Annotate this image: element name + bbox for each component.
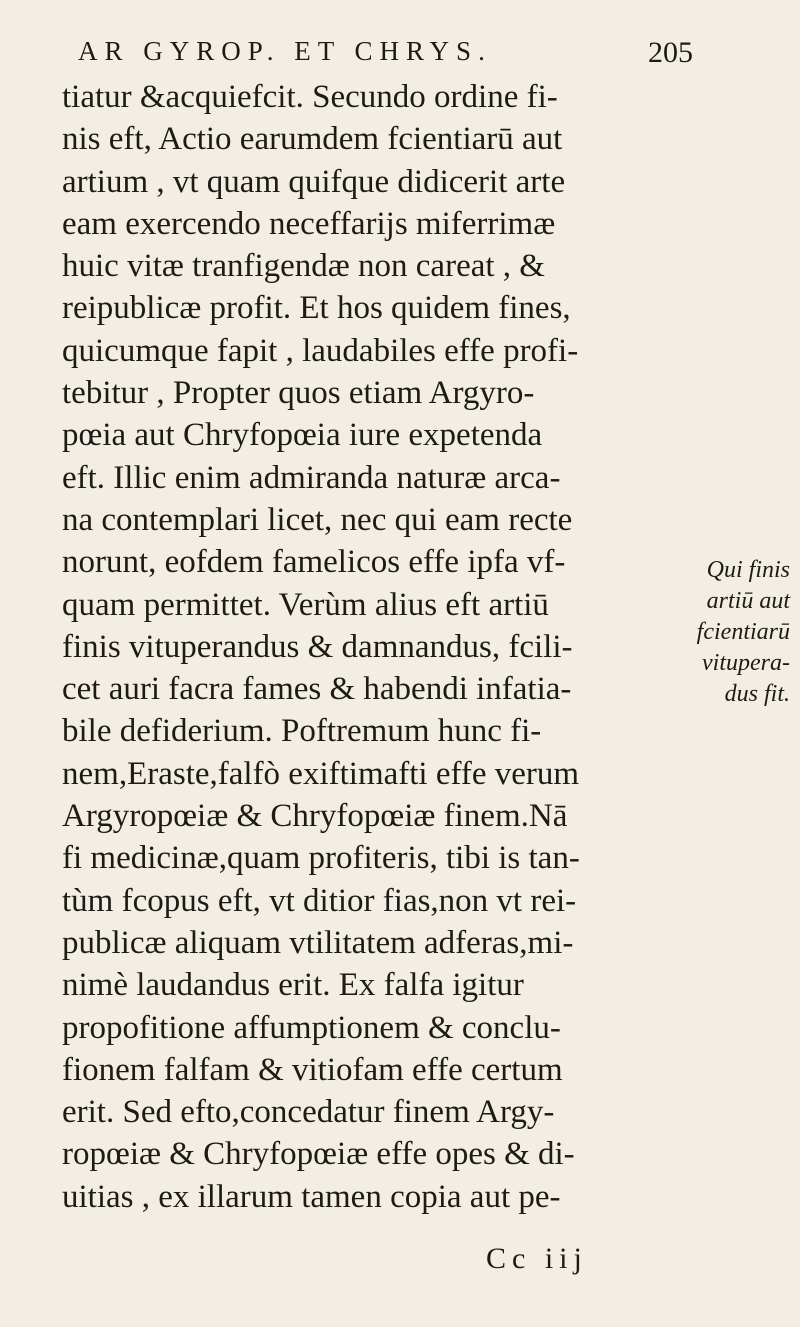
marginal-note-line: artiū aut <box>706 588 790 614</box>
page-number: 205 <box>648 36 693 69</box>
text-line: fi medicinæ,quam profiteris, tibi is tan- <box>62 840 580 877</box>
text-line: quicumque fapit , laudabiles effe profi- <box>62 332 579 369</box>
text-line: eam exercendo neceffarijs miferrimæ <box>62 205 556 242</box>
text-line: norunt, eofdem famelicos effe ipfa vf- <box>62 544 566 581</box>
text-line: tiatur &acquiefcit. Secundo ordine fi- <box>62 79 558 115</box>
running-header: AR GYROP. ET CHRYS. <box>78 36 492 66</box>
text-line: huic vitæ tranfigendæ non careat , & <box>62 248 545 285</box>
marginal-note-line: Qui finis <box>706 557 790 583</box>
text-line: tebitur , Propter quos etiam Argyro- <box>62 375 535 412</box>
text-line: na contemplari licet, nec qui eam recte <box>62 501 573 538</box>
marginal-note-line: dus fit. <box>724 681 790 707</box>
text-line: fionem falfam & vitiofam effe certum <box>62 1051 563 1088</box>
text-line: erit. Sed efto,concedatur finem Argy- <box>62 1094 555 1131</box>
text-line: quam permittet. Verùm alius eft artiū <box>62 586 549 623</box>
text-line: propofitione affumptionem & conclu- <box>62 1009 561 1046</box>
text-line: tùm fcopus eft, vt ditior fias,non vt rei- <box>62 882 577 919</box>
marginal-note-line: vitupera- <box>702 650 790 676</box>
text-line: artium , vt quam quifque didicerit arte <box>62 163 566 200</box>
text-line: uitias , ex illarum tamen copia aut pe- <box>62 1178 561 1215</box>
text-line: nem,Eraste,falfò exiftimafti effe verum <box>62 755 580 792</box>
text-line: Argyropœiæ & Chryfopœiæ finem.Nā <box>62 798 568 835</box>
text-line: finis vituperandus & damnandus, fcili- <box>62 628 573 665</box>
text-line: cet auri facra fames & habendi infatia- <box>62 671 572 708</box>
marginal-note <box>660 555 790 710</box>
text-line: reipublicæ profit. Et hos quidem fines, <box>62 290 571 327</box>
text-line: bile defiderium. Poftremum hunc fi- <box>62 713 542 750</box>
text-line: eft. Illic enim admiranda naturæ arca- <box>62 459 561 496</box>
main-text <box>62 76 632 1218</box>
signature-mark: Cc iij <box>486 1242 588 1275</box>
text-line: nis eft, Actio earumdem fcientiarū aut <box>62 121 563 158</box>
text-line: nimè laudandus erit. Ex falfa igitur <box>62 967 524 1004</box>
marginal-note-line: fcientiarū <box>696 619 790 645</box>
text-line: pœia aut Chryfopœia iure expetenda <box>62 417 543 454</box>
text-line: publicæ aliquam vtilitatem adferas,mi- <box>62 924 574 961</box>
text-line: ropœiæ & Chryfopœiæ effe opes & di- <box>62 1136 575 1173</box>
